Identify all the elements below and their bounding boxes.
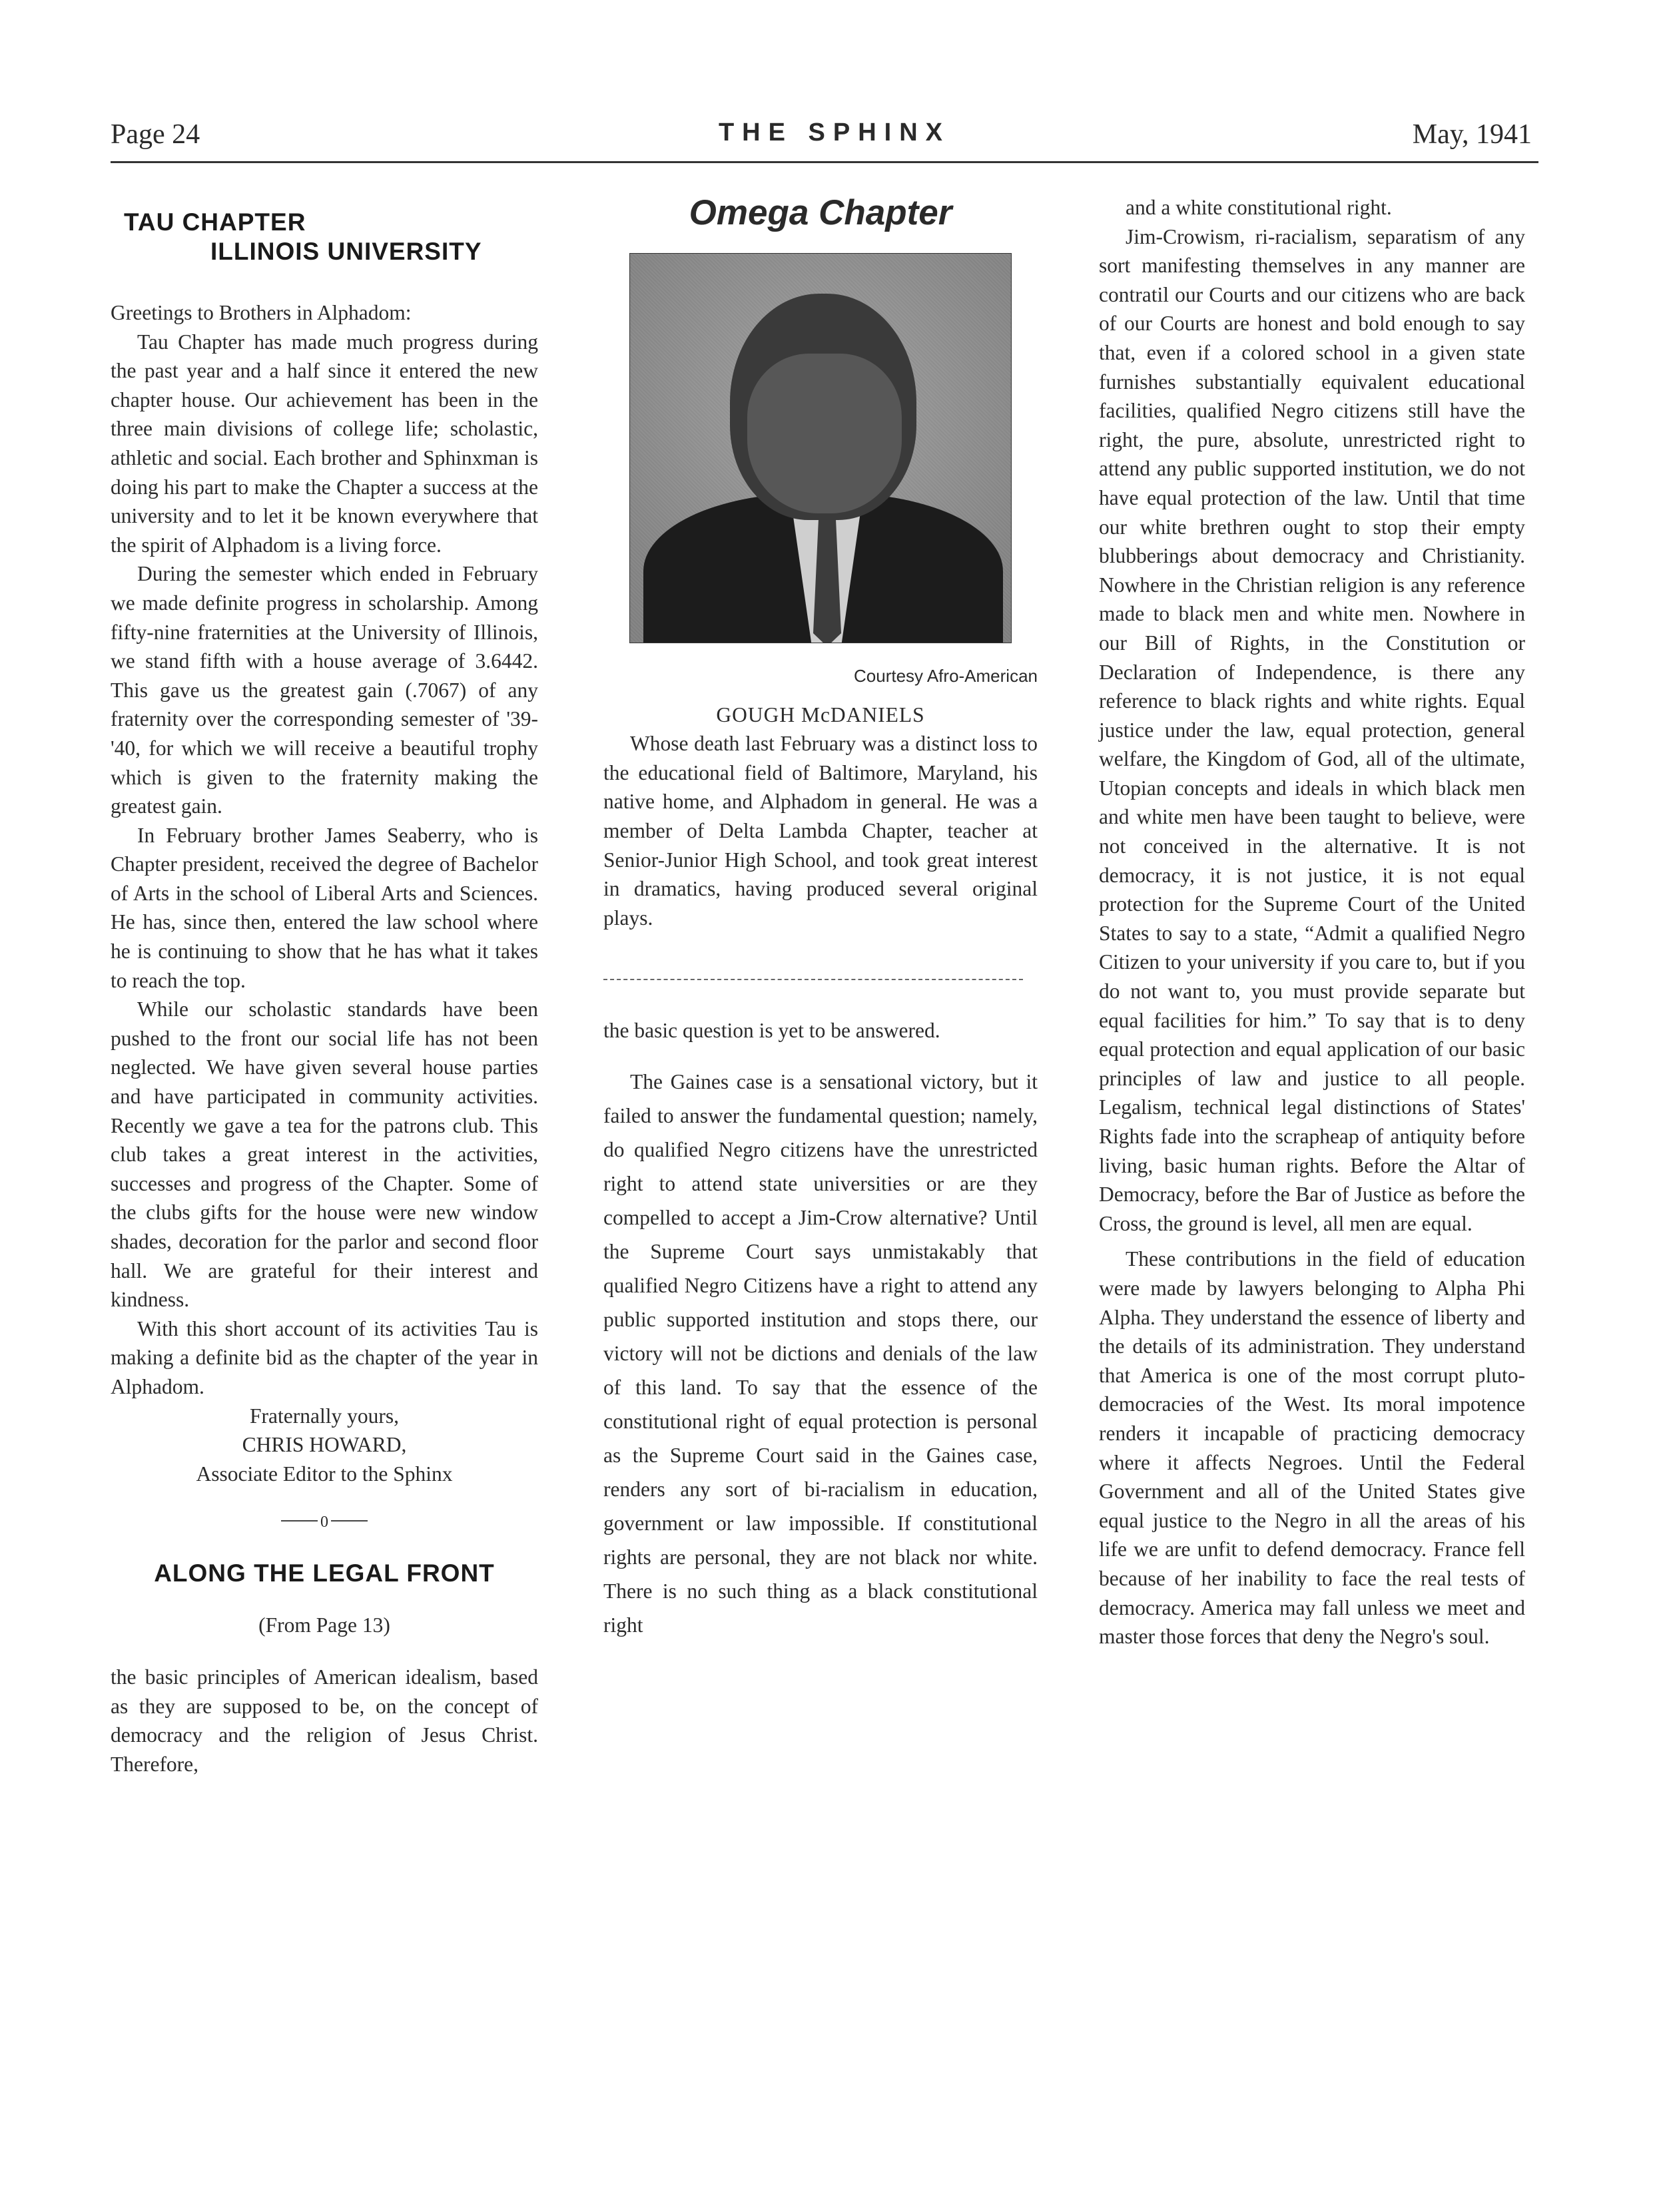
signer-title: Associate Editor to the Sphinx [196, 1462, 453, 1486]
tau-greeting: Greetings to Brothers in Alphadom: [111, 301, 412, 324]
legal-front-paragraph: These contributions in the field of education were made by lawyers belonging to Alpha Phi Alpha. They understand the essence of liberty and the details of its administration. They understand that America is one of the most corrupt pluto-democracies of the West. Its moral impotence renders it incapable of practicing democracy where it affects Negroes. Until the Federal Government and all of the United States give equal justice to the Negro in all the areas of his life we are unfit to defend democracy. France fell because of her inability to face the real tests of democracy. America may fall unless we meet and master those forces that deny the Negro's soul. [1099, 1247, 1525, 1649]
closing: Fraternally yours, [250, 1404, 399, 1428]
signer-name: CHRIS HOWARD, [242, 1433, 407, 1457]
legal-front-paragraph: and a white constitutional right. [1126, 196, 1392, 219]
legal-front-title: ALONG THE LEGAL FRONT [154, 1559, 495, 1587]
publication-title: THE SPHINX [718, 119, 951, 146]
portrait-photo [629, 253, 1012, 643]
column-left [111, 173, 538, 1779]
legal-front-paragraph: The Gaines case is a sensational victory, but it failed to answer the fundamental question; namely, do qualified Negro citizens have the unrestricted right to attend state universities or are they compelled to accept a Jim-Crow alternative? Until the Supreme Court says unmistakably that qualified Negro Citizens have a right to attend any public supported institution and stops there, our victory will not be dictions and denials of the law of this land. To say that the essence of the constitutional right of equal protection is personal as the Supreme Court said in the Gaines case, renders any sort of bi-racialism in education, government or law impossible. If constitutional rights are personal, they are not black nor white. There is no such thing as a black constitutional right [603, 1070, 1038, 1637]
legal-front-paragraph: Jim-Crowism, ri-racialism, separatism of any sort manifesting themselves in any manner are contratil our Courts and our citizens who are back of our Courts are honest and bold enough to say that, even if a colored school in a given state furnishes substantially equivalent educational facilities, qualified Negro citizens still have the right, the pure, absolute, unrestricted right to attend any public supported institution, we do not have equal protection of the law. Until that time our white brethren ought to stop their empty blubberings about democracy and Christianity. Nowhere in the Christian religion is any reference made to black men and white men. Nowhere in our Bill of Rights, in the Constitution or Declaration of Independence, is there any reference to black rights and white rights. Equal justice under the law, equal protection, general welfare, the Kingdom of God, all of the ultimate, Utopian concepts and ideals in which black men and white men have been taught to believe, were not conceived in the alternative. It is not democracy, it is not justice, it is not equal protection for the Supreme Court of the United States to say to a state, “Admit a qualified Negro Citizen to your university if you care to, but if you do not want to, you must provide separate but equal facilities for him.” To say that is to deny equal protection and equal application of our basic principles of law and justice to all people. Legalism, technical legal distinctions of States' Rights fade into the scrapheap of antiquity before living, basic human rights. Before the Altar of Democracy, before the Bar of Justice as before the Cross, the ground is level, all men are equal. [1099, 224, 1525, 1235]
omega-chapter-title: Omega Chapter [689, 193, 952, 232]
tau-paragraph: During the semester which ended in February we made definite progress in scholarship. Among fifty-nine fraternities at the University of Illinois, we stand fifth with a house average of 3.6442. This gave us the greatest gain (.7067) of any fraternity over the corresponding semester of '39-'40, for which we will receive a beautiful trophy which is given to the fraternity making the greatest gain. [111, 562, 538, 818]
header-rule [111, 161, 1538, 163]
legal-front-continued-from: (From Page 13) [258, 1613, 390, 1637]
photo-credit: Courtesy Afro-American [854, 666, 1038, 686]
legal-front-paragraph: the basic principles of American idealism, based as they are supposed to be, on the concept of democracy and the religion of Jesus Christ. Therefore, [111, 1665, 538, 1776]
tau-paragraph: While our scholastic standards have been pushed to the front our social life has not been neglected. We have given several house parties and have participated in community activities. Recently we gave a tea for the patrons club. This club takes a great interest in the activities, successes and progress of the Chapter. Some of the clubs gifts for the house were new window shades, decoration for the parlor and second floor hall. We are grateful for their interest and kindness. [111, 997, 538, 1312]
tau-paragraph: With this short account of its activities Tau is making a definite bid as the chapter of the year in Alphadom. [111, 1316, 538, 1398]
obituary-name: GOUGH McDANIELS [716, 702, 925, 726]
tau-paragraph: Tau Chapter has made much progress during the past year and a half since it entered the new chapter house. Our achievement has been in the three main divisions of college life; scholastic, athletic and social. Each brother and Sphinxman is doing his part to make the Chapter a success at the university and to let it be known everywhere that the spirit of Alphadom is a living force. [111, 330, 538, 557]
column-middle [603, 173, 1038, 1642]
tau-title-line1: TAU CHAPTER [124, 208, 306, 236]
dashed-divider [603, 979, 1023, 980]
obituary-text: Whose death last February was a distinct loss to the educational field of Baltimore, Maryland, his native home, and Alphadom in general. He was a member of Delta Lambda Chapter, teacher at Senior-Junior High School, and took great interest in dramatics, having produced several original plays. [603, 732, 1038, 930]
column-right [1099, 173, 1525, 1651]
tau-paragraph: In February brother James Seaberry, who is Chapter president, received the degree of Bachelor of Arts in the school of Liberal Arts and Sciences. He has, since then, entered the law school where he is continuing to show that he has what it takes to reach the top. [111, 823, 538, 992]
section-divider [281, 1514, 368, 1531]
tau-title-line2: ILLINOIS UNIVERSITY [210, 238, 482, 265]
legal-front-paragraph: the basic question is yet to be answered. [603, 1019, 940, 1043]
issue-date: May, 1941 [1412, 119, 1532, 150]
divider-mark: 0 [318, 1508, 331, 1537]
page-number: Page 24 [111, 119, 200, 150]
